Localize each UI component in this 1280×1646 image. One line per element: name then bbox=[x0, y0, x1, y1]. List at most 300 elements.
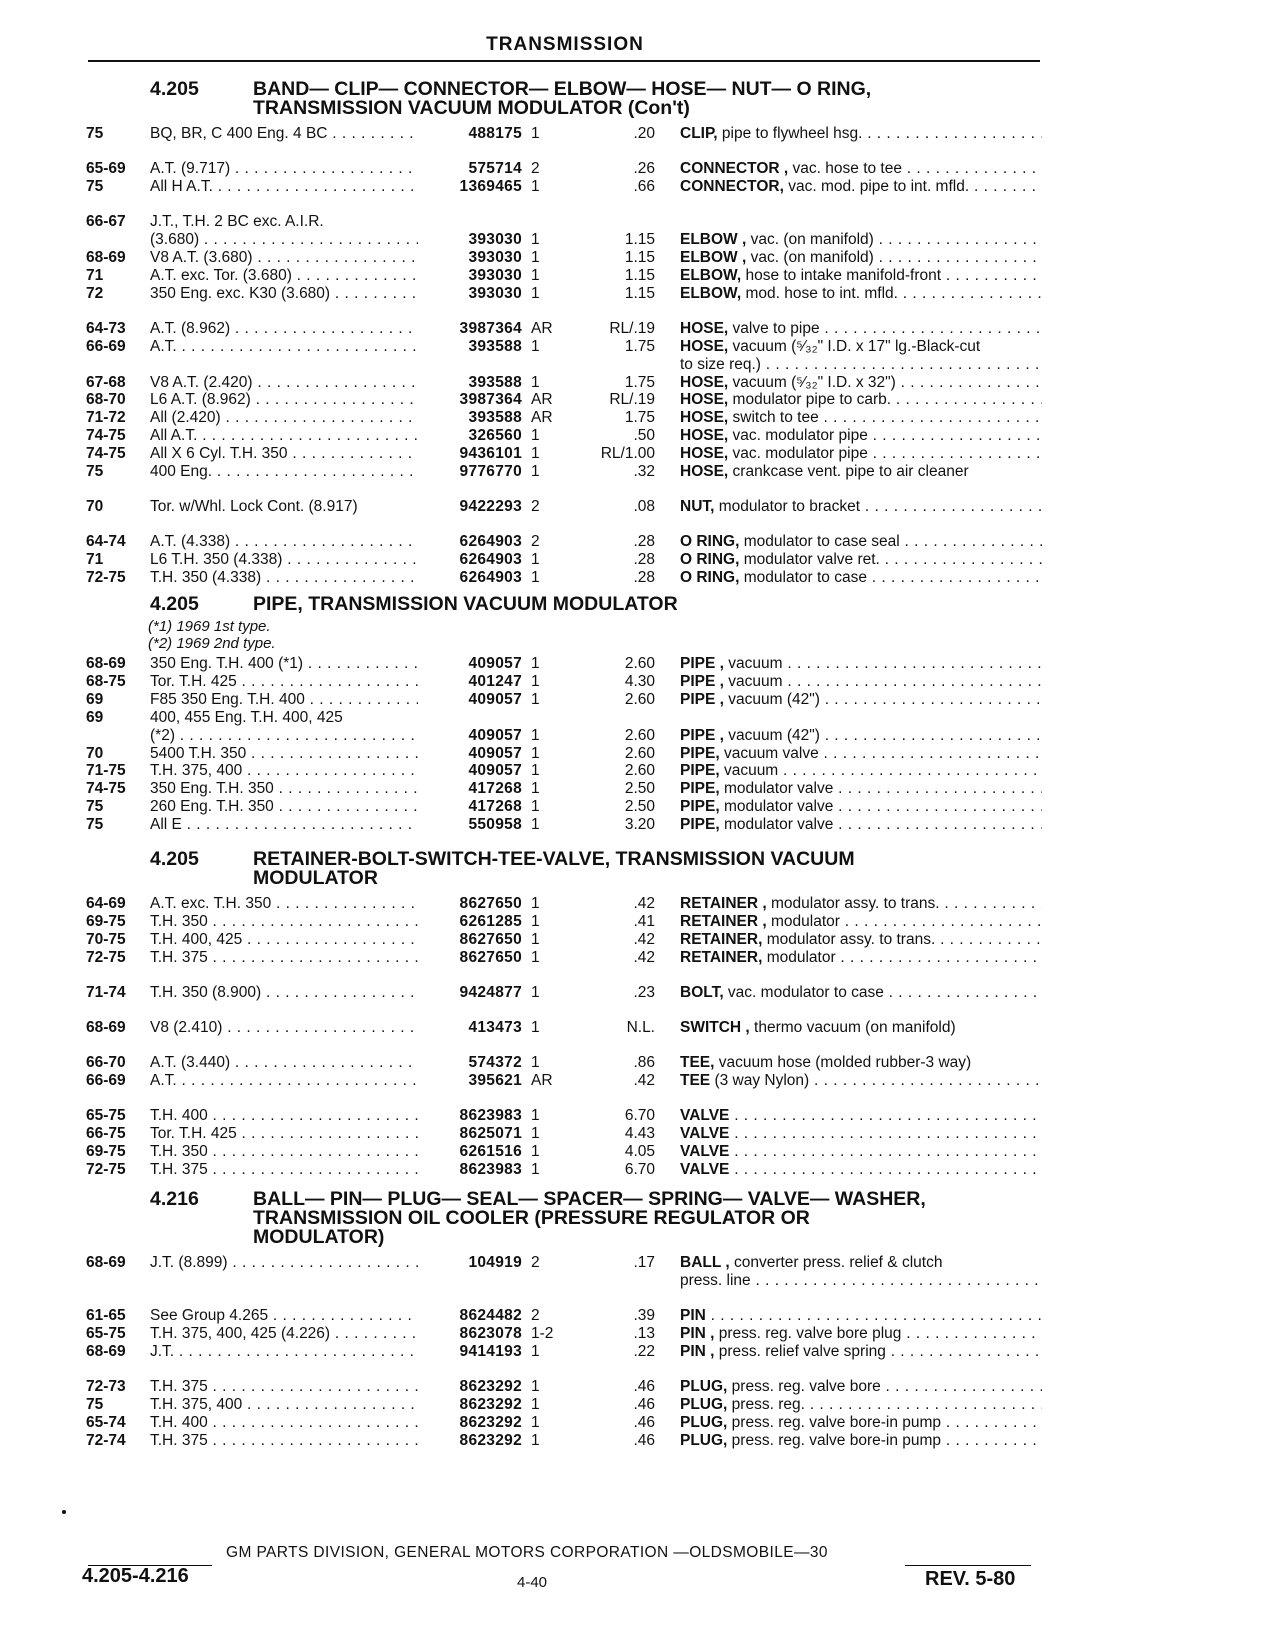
section-number: 4.216 bbox=[150, 1188, 199, 1210]
quantity: 1 bbox=[531, 1142, 540, 1160]
part-detail: to size req.) bbox=[680, 355, 761, 373]
application: All E . . . bbox=[150, 815, 418, 834]
quantity: 1 bbox=[531, 337, 540, 355]
part-detail: vac. modulator to case bbox=[723, 983, 884, 1001]
part-number: 417268 bbox=[468, 798, 522, 816]
part-number: 409057 bbox=[468, 690, 522, 708]
part-number: 3987364 bbox=[459, 319, 522, 337]
part-detail: vac. modulator pipe bbox=[728, 445, 868, 463]
description bbox=[680, 815, 1042, 834]
part-name: PIPE , bbox=[680, 672, 724, 690]
quantity: 1 bbox=[531, 744, 540, 762]
description bbox=[680, 1413, 1042, 1432]
description bbox=[680, 1342, 1042, 1361]
table-row bbox=[0, 708, 1280, 727]
section-heading-line: BALL— PIN— PLUG— SEAL— SPACER— SPRING— VALVE— WASHER, bbox=[253, 1188, 926, 1210]
part-detail: vac. (on manifold) bbox=[746, 248, 874, 266]
part-number: 393030 bbox=[468, 231, 522, 248]
table-row bbox=[0, 1160, 1280, 1179]
description bbox=[680, 930, 1042, 949]
part-detail: press. line bbox=[680, 1271, 751, 1289]
model-years: 71-72 bbox=[86, 409, 126, 427]
model-years: 71-74 bbox=[86, 983, 126, 1001]
application: A.T. . . . bbox=[150, 1071, 418, 1090]
part-name: HOSE, bbox=[680, 445, 729, 463]
application: See Group 4.265 . . . bbox=[150, 1306, 418, 1325]
part-number: 393030 bbox=[468, 266, 522, 284]
model-years: 65-75 bbox=[86, 1107, 126, 1124]
application: 260 Eng. T.H. 350 . . . bbox=[150, 797, 418, 816]
part-number: 8627650 bbox=[459, 948, 522, 966]
part-detail: modulator to case bbox=[739, 569, 867, 586]
part-number: 8623292 bbox=[459, 1395, 522, 1413]
part-name: PIPE, bbox=[680, 816, 720, 834]
part-name: PIPE, bbox=[680, 762, 720, 780]
part-detail: vacuum bbox=[719, 762, 779, 780]
table-row bbox=[0, 124, 1280, 143]
price: .20 bbox=[633, 125, 655, 142]
part-detail: vacuum valve bbox=[719, 744, 819, 762]
price: .46 bbox=[633, 1413, 655, 1431]
price: .26 bbox=[633, 160, 655, 178]
price: N.L. bbox=[626, 1018, 655, 1036]
price: 3.20 bbox=[624, 816, 655, 834]
part-number: 6264903 bbox=[459, 551, 522, 569]
page-title: TRANSMISSION bbox=[486, 34, 644, 55]
quantity: 1-2 bbox=[531, 1324, 554, 1342]
price: 2.60 bbox=[624, 762, 655, 780]
description bbox=[680, 1271, 1042, 1290]
part-number: 1369465 bbox=[459, 178, 522, 195]
part-name: HOSE, bbox=[680, 373, 729, 391]
part-name: PLUG, bbox=[680, 1431, 728, 1449]
quantity: 1 bbox=[531, 373, 540, 391]
part-number: 413473 bbox=[468, 1018, 522, 1036]
application: T.H. 375 . . . bbox=[150, 1431, 418, 1450]
table-row bbox=[0, 337, 1280, 356]
table-row bbox=[0, 248, 1280, 267]
quantity: 1 bbox=[531, 1342, 540, 1360]
quantity: 1 bbox=[531, 463, 540, 480]
part-number: 8623078 bbox=[459, 1324, 522, 1342]
model-years: 72-75 bbox=[86, 1160, 126, 1178]
table-row bbox=[0, 266, 1280, 285]
description bbox=[680, 779, 1042, 798]
table-row bbox=[0, 532, 1280, 551]
application: Tor. T.H. 425 . . . bbox=[150, 672, 418, 691]
price: .46 bbox=[633, 1395, 655, 1413]
table-row bbox=[0, 284, 1280, 303]
part-detail: press. reg. valve bore-in pump bbox=[727, 1413, 942, 1431]
price: .42 bbox=[633, 1071, 655, 1089]
application: T.H. 375, 400, 425 (4.226) . . . bbox=[150, 1324, 418, 1343]
footnote: (*2) 1969 2nd type. bbox=[148, 635, 276, 652]
table-row bbox=[0, 1106, 1280, 1125]
application: T.H. 350 (4.338) . . . bbox=[150, 568, 418, 587]
price: 1.75 bbox=[624, 409, 655, 427]
application: J.T. . . . bbox=[150, 1342, 418, 1361]
description bbox=[680, 550, 1042, 569]
part-number: 8623983 bbox=[459, 1107, 522, 1124]
description bbox=[680, 497, 1042, 516]
description bbox=[680, 337, 1042, 356]
table-row bbox=[0, 1413, 1280, 1432]
description bbox=[680, 672, 1042, 691]
part-name: HOSE, bbox=[680, 319, 729, 337]
part-detail: vacuum (42") bbox=[723, 726, 820, 744]
part-number: 393030 bbox=[468, 284, 522, 302]
part-detail: thermo vacuum (on manifold) bbox=[749, 1018, 956, 1036]
price: 4.30 bbox=[624, 672, 655, 690]
price: .39 bbox=[633, 1307, 655, 1324]
part-detail: modulator bbox=[766, 912, 840, 930]
part-number: 393588 bbox=[468, 337, 522, 355]
section-heading-line: PIPE, TRANSMISSION VACUUM MODULATOR bbox=[253, 593, 678, 615]
part-number: 393588 bbox=[468, 409, 522, 427]
part-detail: hose to intake manifold-front bbox=[741, 266, 942, 284]
part-detail: press. reg. valve bore plug bbox=[714, 1324, 902, 1342]
price: 1.15 bbox=[624, 231, 655, 248]
price: .42 bbox=[633, 895, 655, 912]
table-row bbox=[0, 1324, 1280, 1343]
part-name: PIPE, bbox=[680, 744, 720, 762]
application: T.H. 350 . . . bbox=[150, 912, 418, 931]
table-row bbox=[0, 373, 1280, 392]
table-row bbox=[0, 1124, 1280, 1143]
price: 2.60 bbox=[624, 726, 655, 744]
part-detail: modulator to bracket bbox=[714, 498, 861, 516]
application: 350 Eng. exc. K30 (3.680) . . . bbox=[150, 284, 418, 303]
application: 400, 455 Eng. T.H. 400, 425 bbox=[150, 708, 343, 726]
part-name: VALVE bbox=[680, 1160, 730, 1178]
description bbox=[680, 373, 1042, 392]
table-row bbox=[0, 462, 1280, 481]
part-number: 8623983 bbox=[459, 1160, 522, 1178]
table-row bbox=[0, 894, 1280, 913]
description bbox=[680, 948, 1042, 967]
application: (3.680) . . . bbox=[150, 230, 418, 249]
price: .46 bbox=[633, 1377, 655, 1395]
table-row bbox=[0, 1342, 1280, 1361]
quantity: 1 bbox=[531, 284, 540, 302]
application: J.T. (8.899) . . . bbox=[150, 1253, 418, 1272]
part-detail: modulator assy. to trans. bbox=[762, 930, 936, 948]
model-years: 74-75 bbox=[86, 445, 126, 463]
quantity: 1 bbox=[531, 1018, 540, 1036]
part-name: PLUG, bbox=[680, 1377, 728, 1395]
price: 1.15 bbox=[624, 266, 655, 284]
quantity: 1 bbox=[531, 983, 540, 1001]
model-years: 68-69 bbox=[86, 655, 126, 672]
model-years: 64-69 bbox=[86, 895, 126, 912]
model-years: 75 bbox=[86, 816, 104, 834]
table-row bbox=[0, 654, 1280, 673]
application: A.T. (4.338) . . . bbox=[150, 532, 418, 551]
part-name: CONNECTOR , bbox=[680, 160, 789, 178]
section-number: 4.205 bbox=[150, 593, 199, 615]
description bbox=[680, 355, 1042, 374]
part-number: 488175 bbox=[468, 125, 522, 142]
model-years: 69-75 bbox=[86, 1142, 126, 1160]
part-number: 8624482 bbox=[459, 1307, 522, 1324]
part-name: CONNECTOR, bbox=[680, 178, 784, 195]
application: V8 A.T. (2.420) . . . bbox=[150, 373, 418, 392]
footer-page-number: 4-40 bbox=[517, 1574, 548, 1591]
stray-mark bbox=[62, 1510, 66, 1514]
model-years: 72-73 bbox=[86, 1377, 126, 1395]
part-name: BALL , bbox=[680, 1254, 730, 1271]
part-name: PLUG, bbox=[680, 1413, 728, 1431]
part-name: HOSE, bbox=[680, 409, 729, 427]
model-years: 70-75 bbox=[86, 930, 126, 948]
quantity: 1 bbox=[531, 1107, 540, 1124]
price: 1.15 bbox=[624, 248, 655, 266]
part-number: 401247 bbox=[468, 672, 522, 690]
part-number: 326560 bbox=[468, 427, 522, 445]
section-heading bbox=[253, 1190, 1073, 1247]
part-detail: modulator pipe to carb. bbox=[728, 391, 892, 409]
model-years: 71 bbox=[86, 266, 104, 284]
description bbox=[680, 426, 1042, 445]
description bbox=[680, 266, 1042, 285]
part-name: PIPE , bbox=[680, 655, 724, 672]
part-detail: press. reg. bbox=[727, 1395, 805, 1413]
part-name: ELBOW, bbox=[680, 284, 742, 302]
table-row bbox=[0, 497, 1280, 516]
table-row bbox=[0, 779, 1280, 798]
quantity: 1 bbox=[531, 1431, 540, 1449]
part-name: VALVE bbox=[680, 1124, 730, 1142]
part-name: PIPE, bbox=[680, 798, 720, 816]
quantity: 1 bbox=[531, 816, 540, 834]
description bbox=[680, 1071, 1042, 1090]
model-years: 64-73 bbox=[86, 319, 126, 337]
part-detail: press. relief valve spring bbox=[714, 1342, 886, 1360]
model-years: 68-75 bbox=[86, 672, 126, 690]
quantity: AR bbox=[531, 391, 553, 409]
model-years: 70 bbox=[86, 744, 104, 762]
part-number: 8623292 bbox=[459, 1377, 522, 1395]
price: 6.70 bbox=[624, 1160, 655, 1178]
model-years: 66-67 bbox=[86, 213, 126, 231]
table-row bbox=[0, 355, 1280, 374]
price: 4.05 bbox=[624, 1142, 655, 1160]
description bbox=[680, 654, 1042, 673]
application: All A.T. . . . bbox=[150, 426, 418, 445]
header-rule bbox=[88, 60, 1040, 62]
section-heading-line: BAND— CLIP— CONNECTOR— ELBOW— HOSE— NUT— O RING, bbox=[253, 78, 872, 100]
model-years: 72-75 bbox=[86, 569, 126, 586]
price: .41 bbox=[633, 912, 655, 930]
part-number: 575714 bbox=[468, 160, 522, 178]
part-number: 9436101 bbox=[459, 445, 522, 463]
quantity: 1 bbox=[531, 231, 540, 248]
description bbox=[680, 159, 1042, 178]
model-years: 71-75 bbox=[86, 762, 126, 780]
part-detail: pipe to flywheel hsg. bbox=[717, 125, 863, 142]
part-name: PIN , bbox=[680, 1342, 715, 1360]
table-row bbox=[0, 212, 1280, 231]
application: All X 6 Cyl. T.H. 350 . . . bbox=[150, 444, 418, 463]
quantity: 1 bbox=[531, 798, 540, 816]
part-name: RETAINER, bbox=[680, 948, 763, 966]
quantity: 1 bbox=[531, 125, 540, 142]
description bbox=[680, 1053, 1042, 1072]
application: L6 T.H. 350 (4.338) . . . bbox=[150, 550, 418, 569]
part-name: NUT, bbox=[680, 498, 715, 516]
application: A.T. . . . bbox=[150, 337, 418, 356]
model-years: 74-75 bbox=[86, 780, 126, 798]
part-number: 8627650 bbox=[459, 930, 522, 948]
part-name: BOLT, bbox=[680, 983, 724, 1001]
description bbox=[680, 1142, 1042, 1161]
section-heading bbox=[253, 595, 1073, 614]
description bbox=[680, 761, 1042, 780]
part-detail: crankcase vent. pipe to air cleaner bbox=[728, 463, 969, 480]
footer-group-range: 4.205-4.216 bbox=[82, 1565, 189, 1587]
footnote: (*1) 1969 1st type. bbox=[148, 618, 271, 635]
part-detail: converter press. relief & clutch bbox=[729, 1254, 943, 1271]
application: V8 (2.410) . . . bbox=[150, 1018, 418, 1037]
table-row bbox=[0, 319, 1280, 338]
table-row bbox=[0, 1071, 1280, 1090]
part-name: ELBOW, bbox=[680, 266, 742, 284]
model-years: 75 bbox=[86, 178, 104, 195]
price: 6.70 bbox=[624, 1107, 655, 1124]
price: .86 bbox=[633, 1054, 655, 1071]
description bbox=[680, 177, 1042, 196]
description bbox=[680, 1306, 1042, 1325]
quantity: 1 bbox=[531, 726, 540, 744]
description bbox=[680, 1160, 1042, 1179]
quantity: 1 bbox=[531, 1054, 540, 1071]
application: T.H. 350 . . . bbox=[150, 1142, 418, 1161]
table-row bbox=[0, 744, 1280, 763]
description bbox=[680, 1395, 1042, 1414]
part-detail: valve to pipe bbox=[728, 319, 820, 337]
quantity: 1 bbox=[531, 780, 540, 798]
description bbox=[680, 1018, 1042, 1037]
part-detail: modulator assy. to trans. bbox=[766, 895, 940, 912]
quantity: 1 bbox=[531, 895, 540, 912]
quantity: 1 bbox=[531, 178, 540, 195]
table-row bbox=[0, 1306, 1280, 1325]
part-name: PLUG, bbox=[680, 1395, 728, 1413]
part-name: TEE bbox=[680, 1071, 711, 1089]
description bbox=[680, 319, 1042, 338]
part-number: 9414193 bbox=[459, 1342, 522, 1360]
application: T.H. 375, 400 . . . bbox=[150, 761, 418, 780]
model-years: 71 bbox=[86, 551, 104, 569]
description bbox=[680, 568, 1042, 587]
part-name: ELBOW , bbox=[680, 231, 747, 248]
model-years: 66-69 bbox=[86, 1071, 126, 1089]
part-number: 409057 bbox=[468, 762, 522, 780]
price: .17 bbox=[633, 1254, 655, 1271]
table-row bbox=[0, 912, 1280, 931]
model-years: 66-69 bbox=[86, 337, 126, 355]
part-name: ELBOW , bbox=[680, 248, 747, 266]
footer-revision: REV. 5-80 bbox=[925, 1568, 1016, 1590]
description bbox=[680, 1106, 1042, 1125]
section-heading-line: RETAINER-BOLT-SWITCH-TEE-VALVE, TRANSMISSION VACUUM bbox=[253, 848, 855, 870]
table-row bbox=[0, 1271, 1280, 1290]
description bbox=[680, 912, 1042, 931]
part-name: VALVE bbox=[680, 1107, 730, 1124]
part-name: PIPE , bbox=[680, 690, 724, 708]
part-detail: mod. hose to int. mfld. bbox=[741, 284, 898, 302]
part-detail: modulator valve bbox=[719, 798, 834, 816]
description bbox=[680, 462, 1042, 481]
application: (*2) . . . bbox=[150, 726, 418, 745]
part-number: 409057 bbox=[468, 726, 522, 744]
price: .22 bbox=[633, 1342, 655, 1360]
section-heading-line: TRANSMISSION OIL COOLER (PRESSURE REGULATOR OR bbox=[253, 1207, 810, 1229]
part-number: 8625071 bbox=[459, 1124, 522, 1142]
description bbox=[680, 444, 1042, 463]
model-years: 67-68 bbox=[86, 373, 126, 391]
application: 350 Eng. T.H. 400 (*1) . . . bbox=[150, 654, 418, 673]
application: Tor. w/Whl. Lock Cont. (8.917) bbox=[150, 498, 358, 516]
application: A.T. (3.440) . . . bbox=[150, 1053, 418, 1072]
price: 1.15 bbox=[624, 284, 655, 302]
price: RL/.19 bbox=[609, 319, 655, 337]
model-years: 68-69 bbox=[86, 1018, 126, 1036]
application: A.T. (9.717) . . . bbox=[150, 159, 418, 178]
application: 400 Eng. . . . bbox=[150, 462, 418, 481]
model-years: 65-69 bbox=[86, 160, 126, 178]
table-row bbox=[0, 1018, 1280, 1037]
application: A.T. exc. Tor. (3.680) . . . bbox=[150, 266, 418, 285]
application: A.T. exc. T.H. 350 . . . bbox=[150, 894, 418, 913]
section-number: 4.205 bbox=[150, 78, 199, 100]
part-name: RETAINER , bbox=[680, 895, 767, 912]
price: 2.60 bbox=[624, 690, 655, 708]
description bbox=[680, 248, 1042, 267]
description bbox=[680, 230, 1042, 249]
description bbox=[680, 983, 1042, 1002]
part-detail: modulator valve ret. bbox=[739, 551, 880, 569]
part-name: O RING, bbox=[680, 569, 740, 586]
application: J.T., T.H. 2 BC exc. A.I.R. bbox=[150, 213, 324, 231]
part-name: PIN bbox=[680, 1307, 706, 1324]
description bbox=[680, 1377, 1042, 1396]
part-number: 574372 bbox=[468, 1054, 522, 1071]
quantity: 1 bbox=[531, 912, 540, 930]
description bbox=[680, 1253, 1042, 1272]
part-detail: vacuum bbox=[723, 655, 783, 672]
price: .28 bbox=[633, 569, 655, 586]
application: 5400 T.H. 350 . . . bbox=[150, 744, 418, 763]
quantity: 1 bbox=[531, 1395, 540, 1413]
application: T.H. 350 (8.900) . . . bbox=[150, 983, 418, 1002]
model-years: 69-75 bbox=[86, 912, 126, 930]
section-heading-line: MODULATOR bbox=[253, 867, 378, 889]
price: 2.50 bbox=[624, 798, 655, 816]
part-number: 550958 bbox=[468, 816, 522, 834]
part-detail: switch to tee bbox=[728, 409, 819, 427]
quantity: 2 bbox=[531, 533, 540, 551]
price: 1.75 bbox=[624, 337, 655, 355]
table-row bbox=[0, 815, 1280, 834]
model-years: 74-75 bbox=[86, 427, 126, 445]
part-name: PIPE, bbox=[680, 780, 720, 798]
table-row bbox=[0, 550, 1280, 569]
part-name: O RING, bbox=[680, 551, 740, 569]
quantity: 1 bbox=[531, 266, 540, 284]
quantity: 2 bbox=[531, 160, 540, 178]
part-name: RETAINER, bbox=[680, 930, 763, 948]
